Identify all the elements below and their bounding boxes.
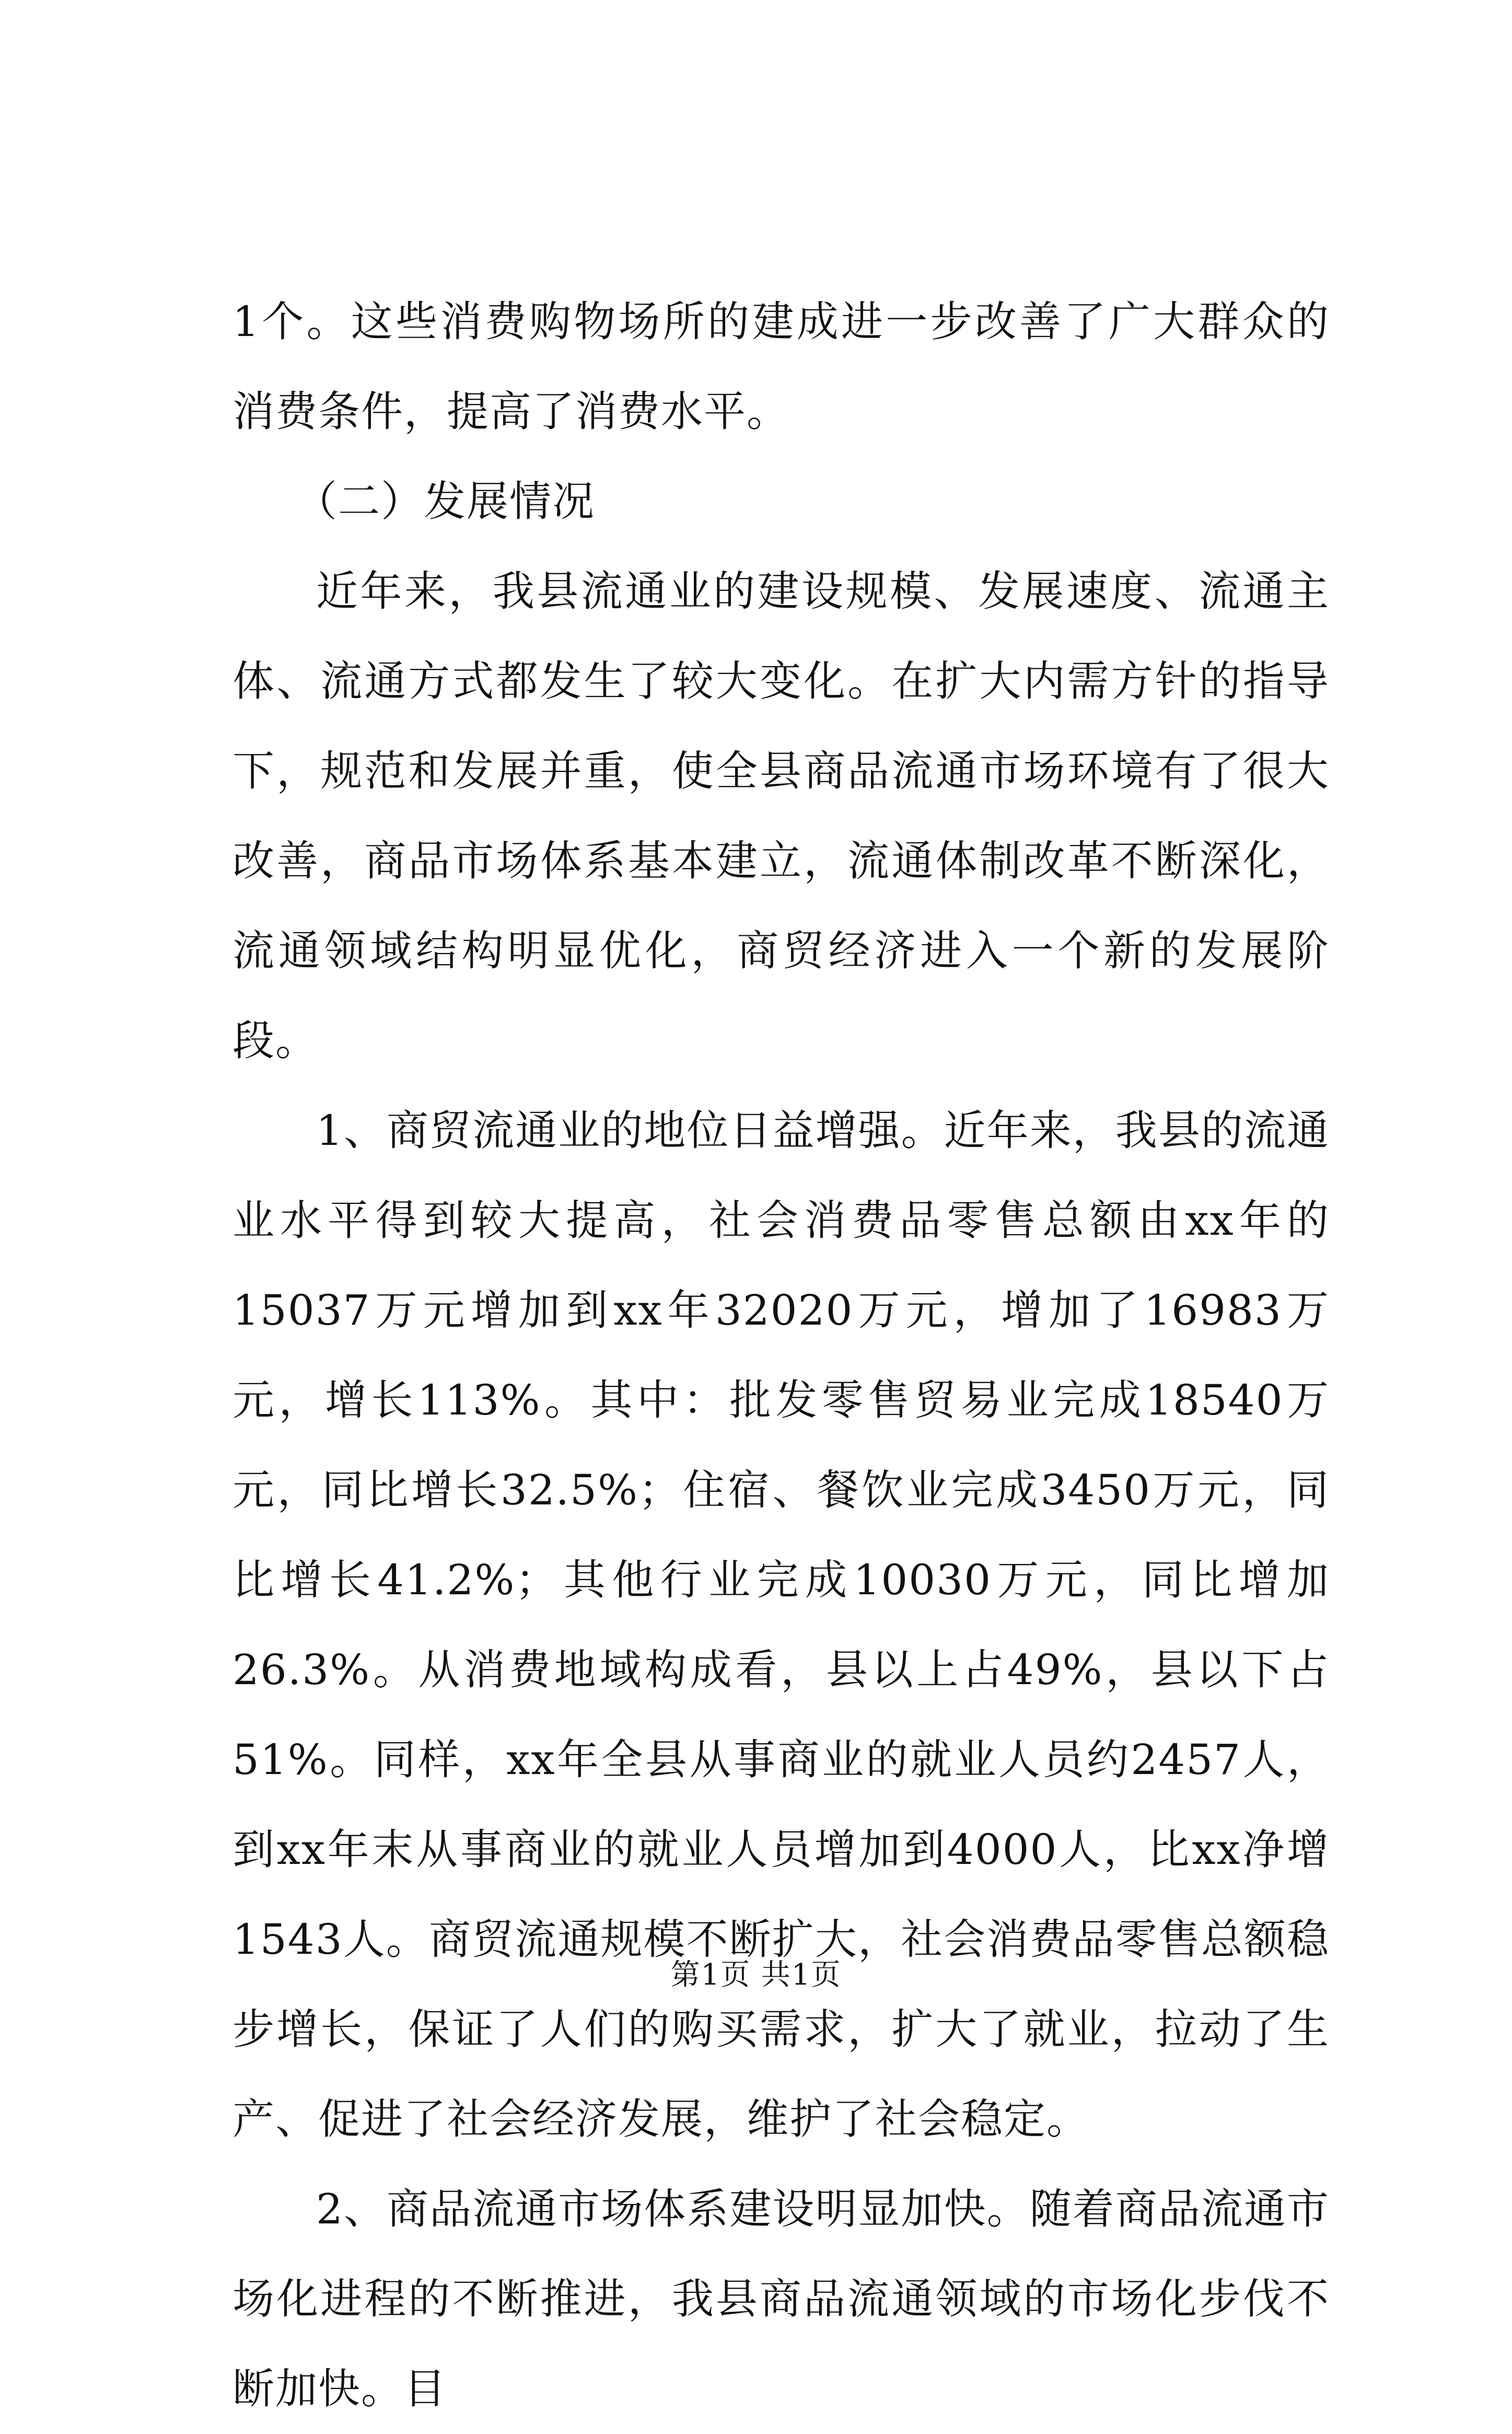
paragraph-point-2: 2、商品流通市场体系建设明显加快。随着商品流通市场化进程的不断推进，我县商品流通领域的市场化步伐不断加快。目 — [232, 2185, 1330, 2413]
paragraph-point-1: 1、商贸流通业的地位日益增强。近年来，我县的流通业水平得到较大提高，社会消费品零售总额由xx年的15037万元增加到xx年32020万元，增加了16983万元，增长113%。其中：批发零售贸易业完成18540万元，同比增长32.5%；住宿、餐饮业完成3450万元，同比增长41.2%；其他行业完成10030万元，同比增加26.3%。从消费地域构成看，县以上占49%，县以下占51%。同样，xx年全县从事商业的就业人员约2457人，到xx年末从事商业的就业人员增加到4000人，比xx净增1543人。商贸流通规模不断扩大，社会消费品零售总额稳步增长，保证了人们的购买需求，扩大了就业，拉动了生产、促进了社会经济发展，维护了社会稳定。 — [232, 1106, 1330, 2143]
paragraph-overview: 近年来，我县流通业的建设规模、发展速度、流通主体、流通方式都发生了较大变化。在扩大内需方针的指导下，规范和发展并重，使全县商品流通市场环境有了很大改善，商品市场体系基本建立，流通体制改革不断深化，流通领域结构明显优化，商贸经济进入一个新的发展阶段。 — [232, 567, 1330, 1065]
document-body — [232, 277, 1330, 2434]
paragraph-continuation: 1个。这些消费购物场所的建成进一步改善了广大群众的消费条件，提高了消费水平。 — [232, 297, 1330, 436]
section-heading: （二）发展情况 — [295, 477, 595, 526]
page-footer: 第1页 共1页 — [670, 1958, 842, 1992]
